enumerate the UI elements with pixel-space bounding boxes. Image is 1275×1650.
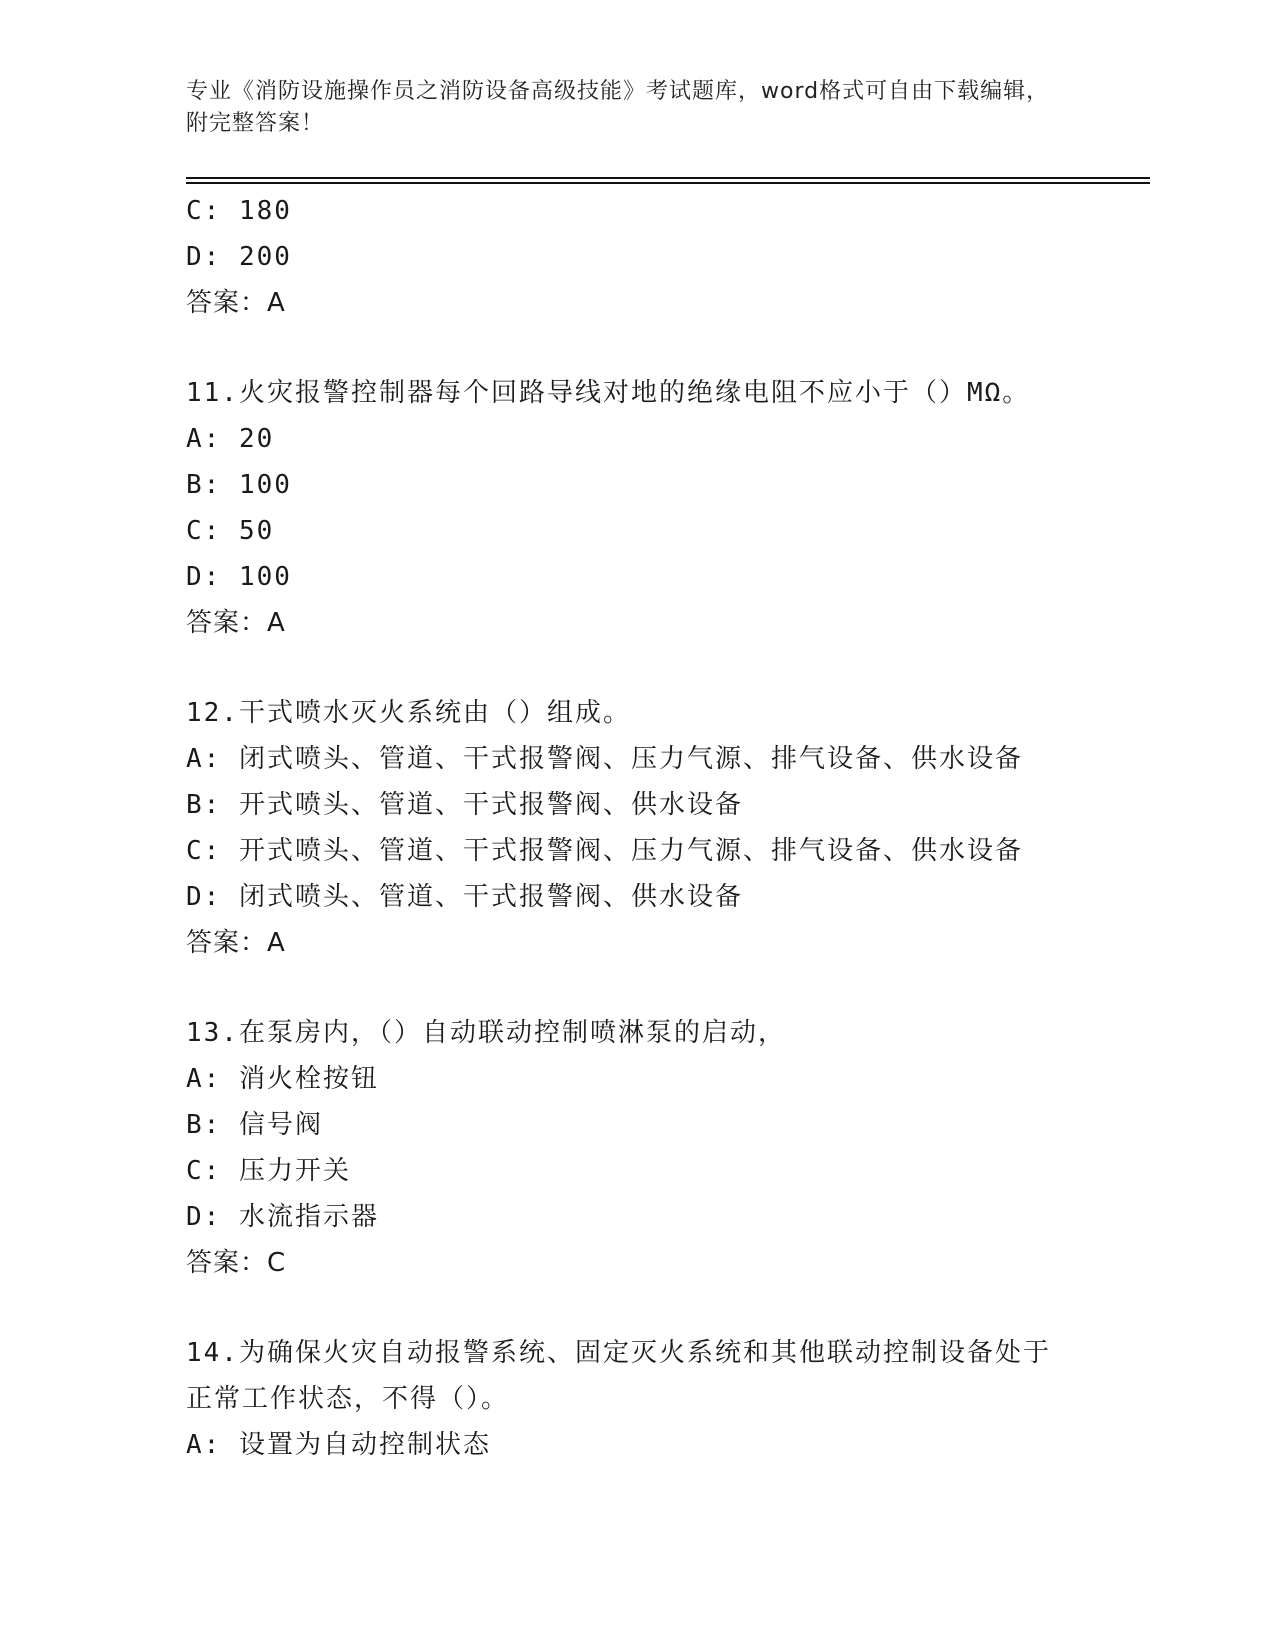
question-list xyxy=(186,188,1086,1468)
header-rule-bottom xyxy=(186,182,1150,184)
spacer xyxy=(186,966,1086,1010)
q11-option-b: B: 100 xyxy=(186,470,292,500)
q11-stem: 11.火灾报警控制器每个回路导线对地的绝缘电阻不应小于（）MΩ。 xyxy=(186,378,1031,408)
spacer xyxy=(186,326,1086,370)
q14-option-a: A: 设置为自动控制状态 xyxy=(186,1430,491,1460)
q13-option-a: A: 消火栓按钮 xyxy=(186,1064,379,1094)
q13-option-c: C: 压力开关 xyxy=(186,1156,351,1186)
q11-option-c: C: 50 xyxy=(186,516,275,546)
q10-option-c: C: 180 xyxy=(186,196,292,226)
question-10-tail xyxy=(186,188,1086,326)
q12-option-a: A: 闭式喷头、管道、干式报警阀、压力气源、排气设备、供水设备 xyxy=(186,744,1023,774)
question-13 xyxy=(186,1010,1086,1286)
question-12 xyxy=(186,690,1086,966)
q13-option-b: B: 信号阀 xyxy=(186,1110,323,1140)
q10-answer: 答案：A xyxy=(186,288,286,318)
q13-answer: 答案：C xyxy=(186,1248,287,1278)
q13-stem: 13.在泵房内，（）自动联动控制喷淋泵的启动， xyxy=(186,1018,786,1048)
q13-option-d: D: 水流指示器 xyxy=(186,1202,379,1232)
q12-option-c: C: 开式喷头、管道、干式报警阀、压力气源、排气设备、供水设备 xyxy=(186,836,1023,866)
spacer xyxy=(186,646,1086,690)
q12-option-b: B: 开式喷头、管道、干式报警阀、供水设备 xyxy=(186,790,743,820)
q11-option-d: D: 100 xyxy=(186,562,292,592)
header-rule-top xyxy=(186,177,1150,179)
q14-stem: 14.为确保火灾自动报警系统、固定灭火系统和其他联动控制设备处于正常工作状态，不得（）。 xyxy=(186,1338,1051,1414)
q12-answer: 答案：A xyxy=(186,928,286,958)
q10-option-d: D: 200 xyxy=(186,242,292,272)
q12-stem: 12.干式喷水灭火系统由（）组成。 xyxy=(186,698,631,728)
q11-answer: 答案：A xyxy=(186,608,286,638)
question-11 xyxy=(186,370,1086,646)
page-header: 专业《消防设施操作员之消防设备高级技能》考试题库，word格式可自由下载编辑，附完整答案！ xyxy=(186,79,1050,136)
question-14 xyxy=(186,1330,1086,1468)
spacer xyxy=(186,1286,1086,1330)
q12-option-d: D: 闭式喷头、管道、干式报警阀、供水设备 xyxy=(186,882,743,912)
q11-option-a: A: 20 xyxy=(186,424,275,454)
